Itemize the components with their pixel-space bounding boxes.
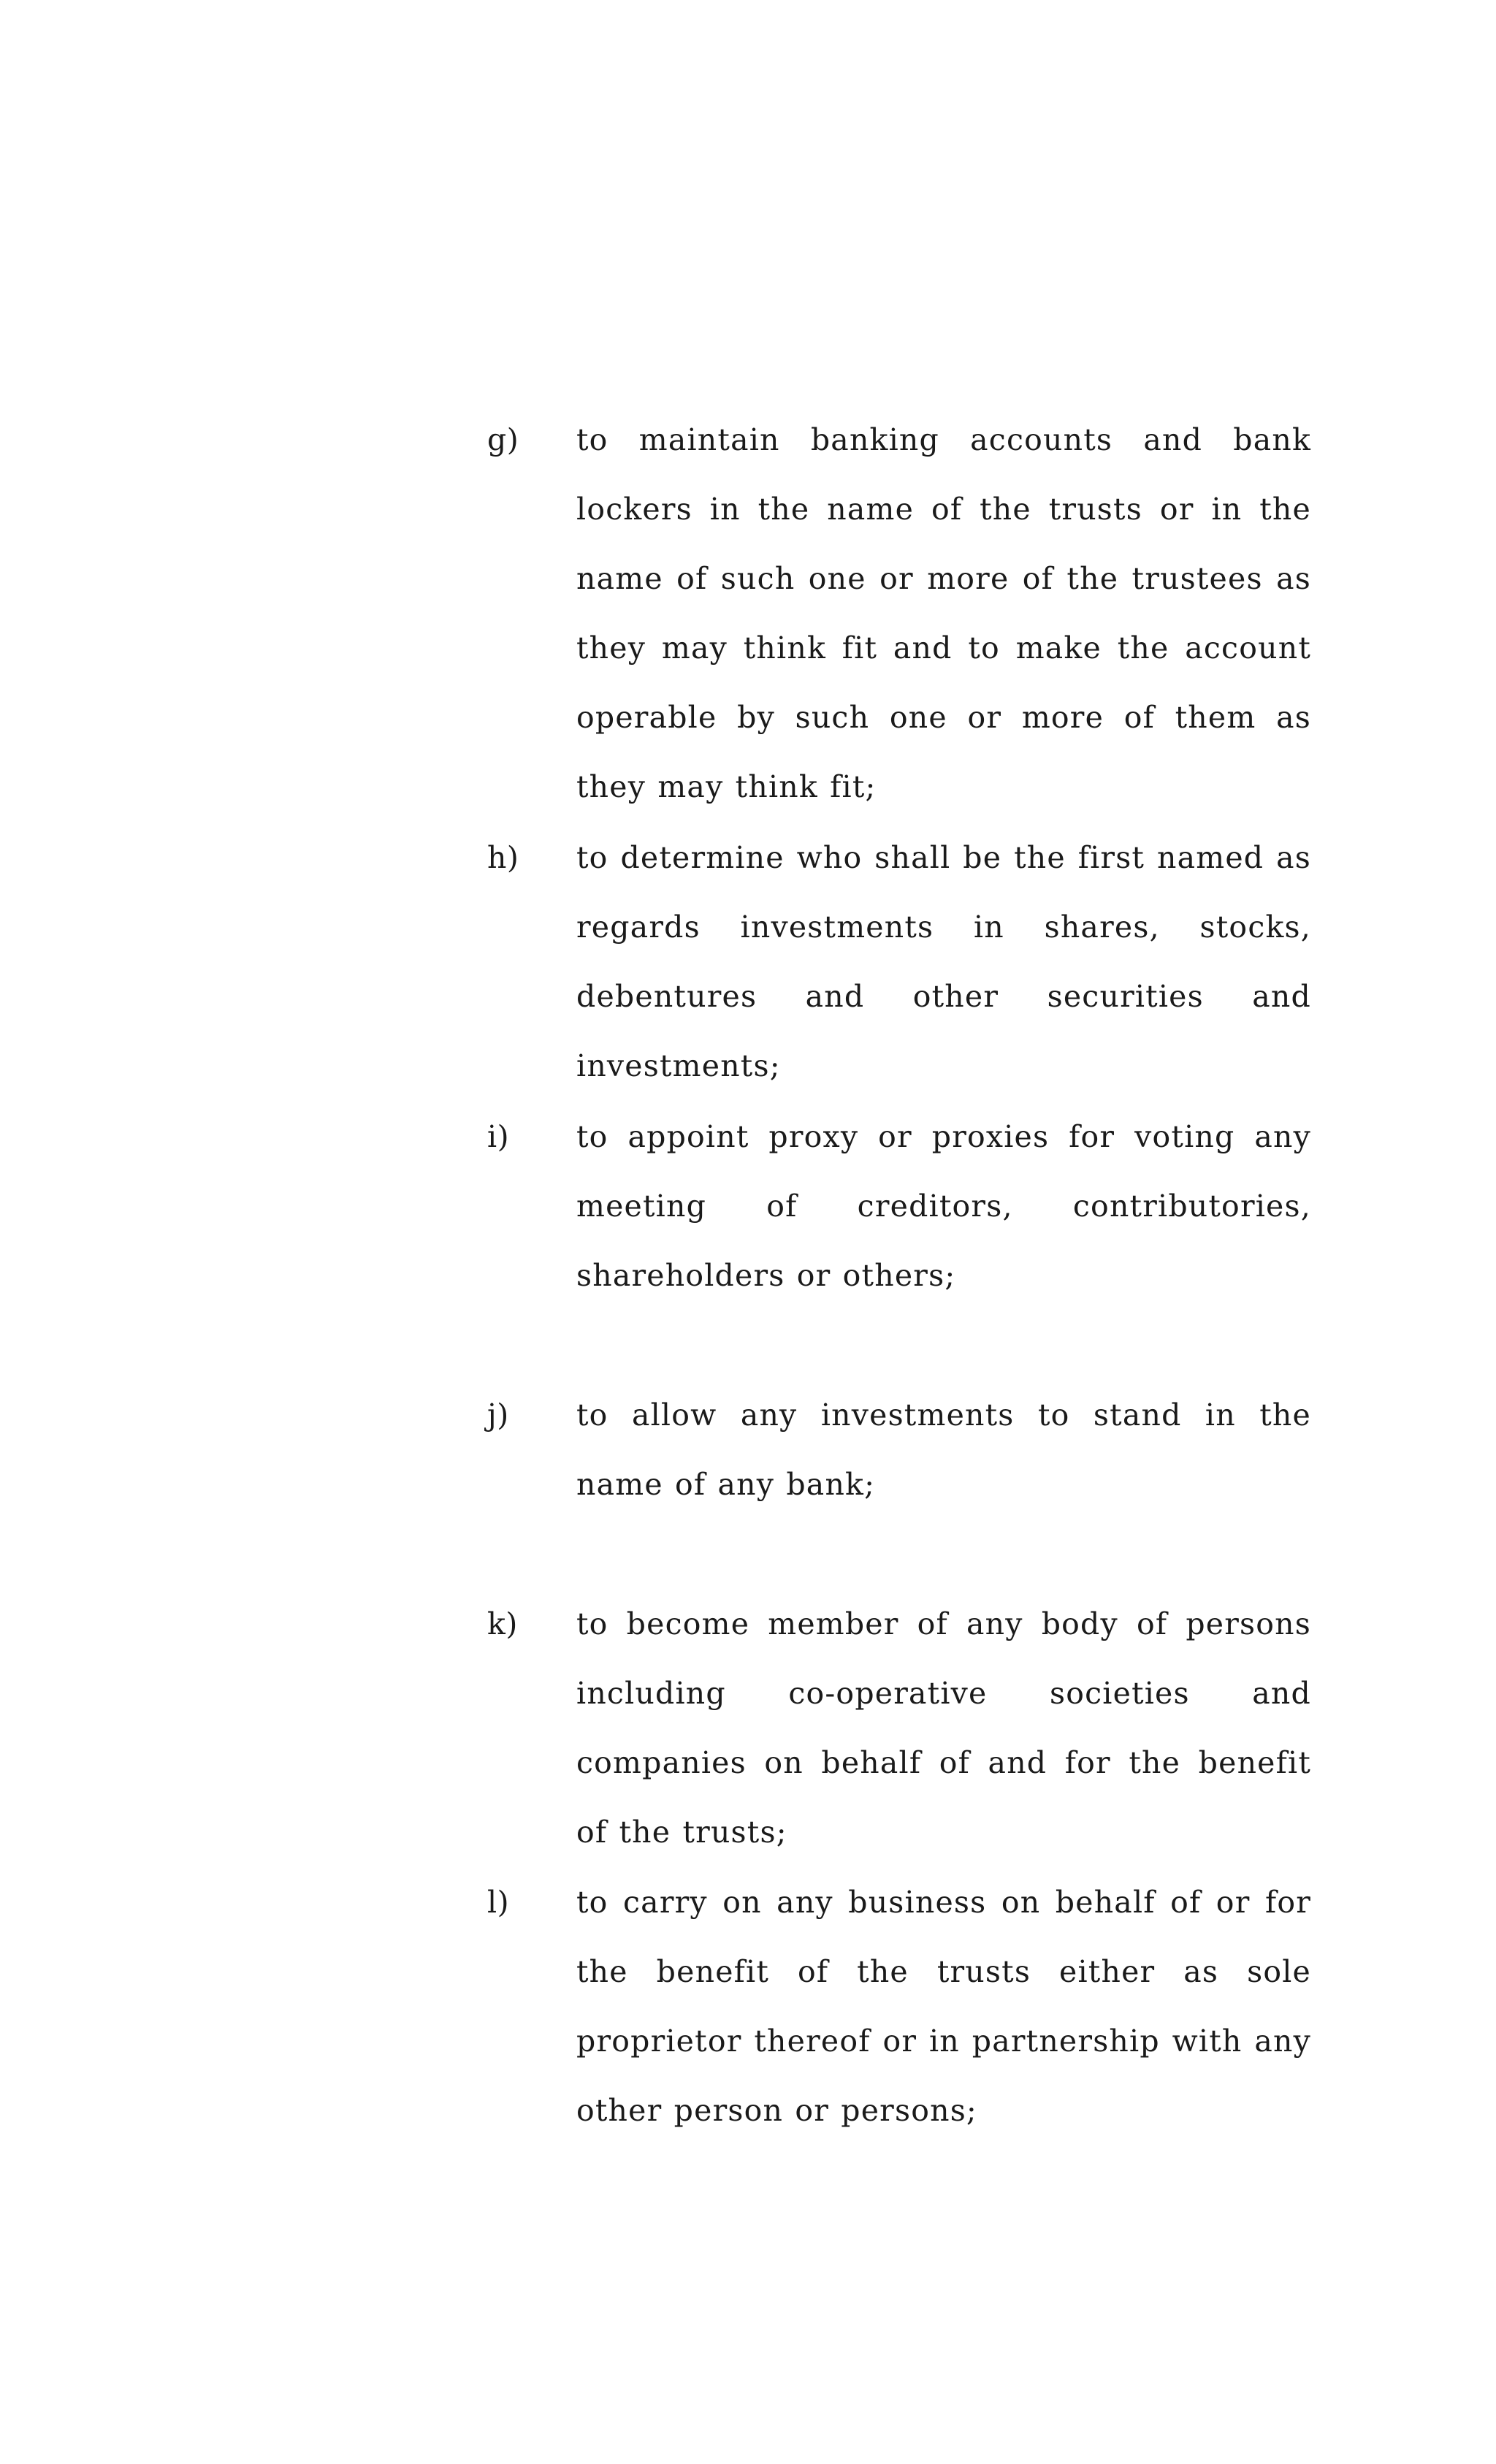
clause-marker: k) bbox=[487, 1606, 518, 1641]
clause-text: to appoint proxy or proxies for voting any meeting of creditors, contributories, shareholders or others; bbox=[576, 1119, 1311, 1293]
clause-marker: i) bbox=[487, 1119, 510, 1154]
clause-text: to become member of any body of persons including co-operative societies and companies on behalf of and for the benefit of the trusts; bbox=[576, 1606, 1311, 1850]
clause-marker: l) bbox=[487, 1885, 510, 1920]
clause-marker: h) bbox=[487, 840, 519, 875]
clause-marker: j) bbox=[487, 1397, 509, 1433]
clause-text: to determine who shall be the first named as regards investments in shares, stocks, debentures and other securities and investments; bbox=[576, 840, 1311, 1083]
clause-text: to allow any investments to stand in the name of any bank; bbox=[576, 1397, 1311, 1502]
clause-marker: g) bbox=[487, 422, 519, 457]
clause-text: to maintain banking accounts and bank lockers in the name of the trusts or in the name of such one or more of the trustees as they may think fit and to make the account operable by such one or more of them as they may think fit; bbox=[576, 422, 1311, 804]
clause-text: to carry on any business on behalf of or for the benefit of the trusts either as sole proprietor thereof or in partnership with any other person or persons; bbox=[576, 1885, 1311, 2128]
